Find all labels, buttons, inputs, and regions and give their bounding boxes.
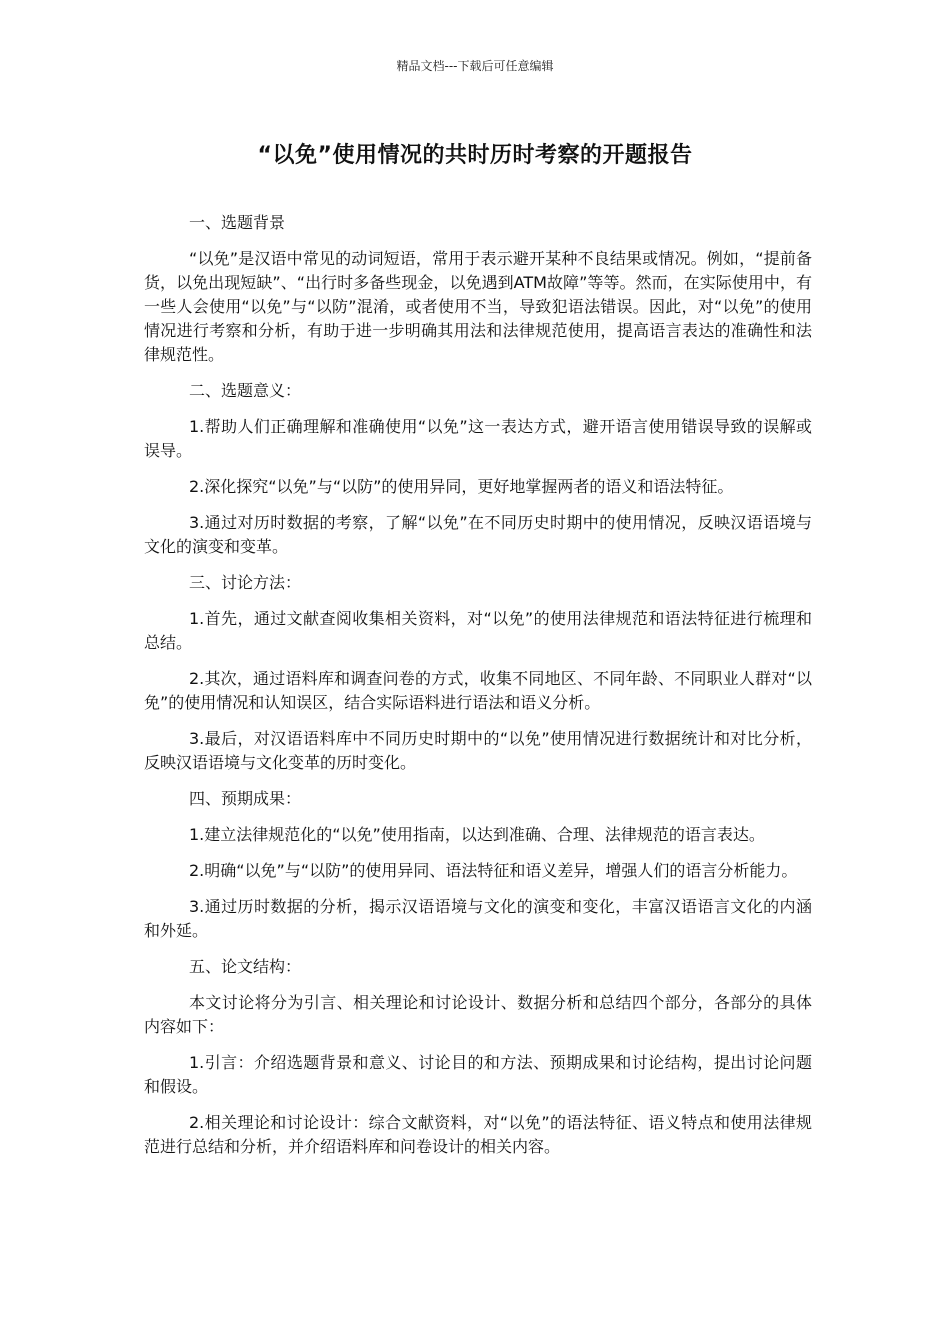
section-heading-methods: 三、讨论方法：	[189, 573, 302, 592]
document-title: “以免”使用情况的共时历时考察的开题报告	[257, 143, 693, 168]
paragraph-structure-1: 1.引言：介绍选题背景和意义、讨论目的和方法、预期成果和讨论结构，提出讨论问题和假设。	[144, 1053, 812, 1096]
page-header: 精品文档---下载后可任意编辑	[396, 59, 554, 73]
section-heading-background: 一、选题背景	[189, 213, 286, 232]
paragraph-outcomes-3: 3.通过历时数据的分析，揭示汉语语境与文化的演变和变化，丰富汉语语言文化的内涵和外延。	[144, 897, 812, 940]
paragraph-significance-3: 3.通过对历时数据的考察，了解“以免”在不同历史时期中的使用情况，反映汉语语境与文化的演变和变革。	[144, 513, 812, 556]
paragraph-outcomes-1: 1.建立法律规范化的“以免”使用指南，以达到准确、合理、法律规范的语言表达。	[189, 825, 765, 844]
paragraph-background: “以免”是汉语中常见的动词短语，常用于表示避开某种不良结果或情况。例如，“提前备货，以免出现短缺”、“出行时多备些现金，以免遇到ATM故障”等等。然而，在实际使用中，有一些人会使用“以免”与“以防”混淆，或者使用不当，导致犯语法错误。因此，对“以免”的使用情况进行考察和分析，有助于进一步明确其用法和法律规范使用，提高语言表达的准确性和法律规范性。	[144, 249, 812, 364]
section-heading-outcomes: 四、预期成果：	[189, 789, 302, 808]
paragraph-structure-intro: 本文讨论将分为引言、相关理论和讨论设计、数据分析和总结四个部分，各部分的具体内容如下：	[144, 993, 812, 1036]
paragraph-methods-1: 1.首先，通过文献查阅收集相关资料，对“以免”的使用法律规范和语法特征进行梳理和总结。	[144, 609, 812, 652]
section-heading-significance: 二、选题意义：	[189, 381, 302, 400]
paragraph-methods-2: 2.其次，通过语料库和调查问卷的方式，收集不同地区、不同年龄、不同职业人群对“以免”的使用情况和认知误区，结合实际语料进行语法和语义分析。	[144, 669, 812, 712]
section-heading-structure: 五、论文结构：	[189, 957, 302, 976]
document-body	[144, 211, 812, 1171]
paragraph-outcomes-2: 2.明确“以免”与“以防”的使用异同、语法特征和语义差异，增强人们的语言分析能力。	[189, 861, 798, 880]
paragraph-significance-1: 1.帮助人们正确理解和准确使用“以免”这一表达方式，避开语言使用错误导致的误解或误导。	[144, 417, 812, 460]
paragraph-structure-2: 2.相关理论和讨论设计：综合文献资料，对“以免”的语法特征、语义特点和使用法律规范进行总结和分析，并介绍语料库和问卷设计的相关内容。	[144, 1113, 812, 1156]
paragraph-methods-3: 3.最后，对汉语语料库中不同历史时期中的“以免”使用情况进行数据统计和对比分析，反映汉语语境与文化变革的历时变化。	[144, 729, 812, 772]
paragraph-significance-2: 2.深化探究“以免”与“以防”的使用异同，更好地掌握两者的语义和语法特征。	[189, 477, 734, 496]
